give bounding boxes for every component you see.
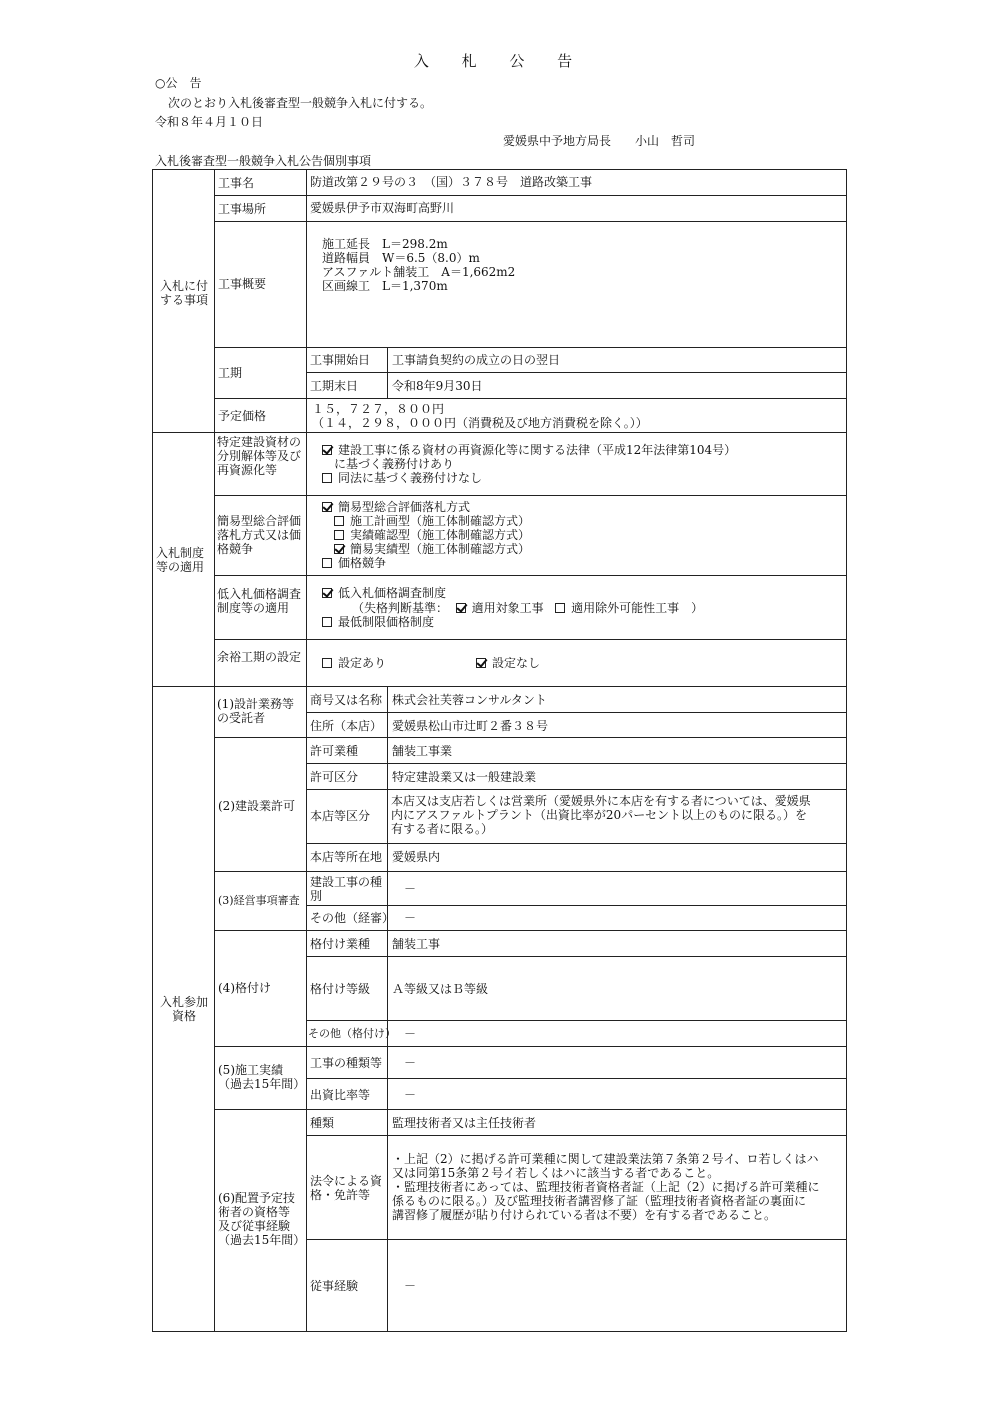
permit-label: (2)建設業許可 [218, 799, 295, 813]
price: １５，７２７，８００円 [312, 402, 445, 416]
low-criteria-prefix: （失格判断基準： [352, 601, 449, 615]
low-option-2[interactable] [322, 615, 434, 629]
spare-period-label: 余裕工期の設定 [217, 650, 302, 664]
end-label: 工期末日 [310, 379, 359, 393]
price-note: （１４，２９８，０００円（消費税及び地方消費税を除く。）） [312, 416, 648, 430]
low-option-2-text: 最低制限価格制度 [338, 615, 435, 629]
record-ratio: － [404, 1088, 417, 1102]
eng-type-label: 種類 [310, 1116, 335, 1130]
eng-law-label-line: 格・免許等 [310, 1188, 371, 1202]
price-label: 予定価格 [218, 409, 267, 423]
start-date: 工事請負契約の成立の日の翌日 [392, 353, 561, 367]
low-option-1[interactable] [322, 586, 446, 600]
office-loc-label: 本店等所在地 [310, 850, 383, 864]
mgmt-other: － [404, 911, 417, 925]
site: 愛媛県伊予市双海町高野川 [310, 201, 455, 215]
issuer: 愛媛県中予地方局長 小山 哲司 [503, 134, 696, 148]
rank-type: 舗装工事 [392, 937, 441, 951]
overview-item: 施工延長 L＝298.2m [322, 237, 448, 251]
eng-law-line: 又は同第15条第２号イ若しくはハに該当する者であること。 [392, 1166, 720, 1180]
notice-date: 令和８年４月１０日 [155, 115, 264, 129]
eng-law-text [392, 1152, 820, 1222]
work-name-label: 工事名 [218, 176, 255, 190]
low-option-1-text: 低入札価格調査制度 [338, 586, 447, 600]
eng-law-line: ・上記（2）に掲げる許可業種に関して建設業法第７条第２号イ、ロ若しくはハ [392, 1152, 819, 1166]
checkbox-unchecked[interactable] [555, 603, 565, 613]
permit-class: 特定建設業又は一般建設業 [392, 770, 537, 784]
design-addr: 愛媛県松山市辻町２番３８号 [392, 719, 549, 733]
eval-option-1-text: 簡易型総合評価落札方式 [338, 500, 471, 514]
permit-class-label: 許可区分 [310, 770, 359, 784]
mgmt-other-label: その他（経審） [310, 911, 395, 925]
notice-table [152, 169, 847, 1332]
eval-sub-3-text: 簡易実績型（施工体制確認方式） [350, 542, 531, 556]
rank-type-label: 格付け業種 [310, 937, 371, 951]
checkbox-unchecked[interactable] [334, 530, 344, 540]
eng-law-label-line: 法令による資 [310, 1174, 383, 1188]
design-addr-label: 住所（本店） [310, 719, 383, 733]
engineer-label [218, 1191, 305, 1247]
overview-item: 道路幅員 W＝6.5（8.0）m [322, 251, 480, 265]
record-label-line: （過去15年間） [218, 1077, 306, 1091]
recycle-option-1[interactable] [322, 443, 736, 457]
mgmt-kind-label-line: 建設工事の種 [310, 875, 383, 889]
rank-grade: Ａ等級又はＢ等級 [392, 982, 489, 996]
recycle-label: 特定建設資材の分別解体等及び再資源化等 [217, 435, 302, 477]
eval-sub-3[interactable] [334, 542, 530, 556]
work-name: 防道改第２９号の３ （国）３７８号 道路改築工事 [310, 175, 593, 189]
eval-label: 簡易型総合評価落札方式又は価格競争 [217, 514, 302, 556]
engineer-label-line: （過去15年間） [218, 1233, 306, 1247]
office-line: 有する者に限る。） [391, 822, 494, 836]
eng-exp: － [404, 1279, 417, 1293]
eng-law-label [310, 1174, 382, 1202]
page-title: 入 札 公 告 [413, 52, 587, 70]
checkbox-unchecked[interactable] [322, 558, 332, 568]
spare-option-2-text: 設定なし [492, 656, 541, 670]
mgmt-kind: － [404, 882, 417, 896]
spare-option-1-text: 設定あり [338, 656, 387, 670]
record-kind-label: 工事の種類等 [310, 1056, 383, 1070]
low-criteria [352, 601, 703, 615]
checkbox-unchecked[interactable] [322, 617, 332, 627]
record-ratio-label: 出資比率等 [310, 1088, 371, 1102]
notice-label: ○公 告 [155, 76, 202, 90]
record-kind: － [404, 1056, 417, 1070]
spare-option-1[interactable] [322, 656, 386, 670]
site-label: 工事場所 [218, 202, 267, 216]
period-label: 工期 [218, 366, 243, 380]
checkbox-checked[interactable] [322, 445, 332, 455]
low-criteria-2-text: 適用除外可能性工事 ） [571, 601, 704, 615]
section-qualification-label: 入札参加資格 [159, 995, 208, 1023]
office-line: 内にアスファルトプラント（出資比率が20パーセント以上のものに限る。）を [391, 808, 807, 822]
section-bid-items-label: 入札に付する事項 [160, 279, 209, 307]
checkbox-checked[interactable] [322, 588, 332, 598]
overview-item: アスファルト舗装工 A＝1,662m2 [322, 265, 516, 279]
checkbox-unchecked[interactable] [322, 473, 332, 483]
start-label: 工事開始日 [310, 353, 371, 367]
eval-sub-1-text: 施工計画型（施工体制確認方式） [350, 514, 531, 528]
section-bid-system-label: 入札制度等の適用 [156, 546, 205, 574]
office-label: 本店等区分 [310, 809, 371, 823]
recycle-option-1-cont: に基づく義務付けあり [334, 457, 455, 471]
eng-law-line: ・監理技術者にあっては、監理技術者資格者証（上記（2）に掲げる許可業種に [392, 1180, 820, 1194]
eng-law-line: 講習修了履歴が貼り付けられている者は不要）を有する者であること。 [392, 1208, 777, 1222]
eval-sub-1[interactable] [334, 514, 530, 528]
mgmt-label: (3)経営事項審査 [218, 894, 300, 907]
permit-type-label: 許可業種 [310, 744, 359, 758]
mgmt-kind-label [310, 875, 382, 903]
checkbox-checked[interactable] [456, 603, 466, 613]
checkbox-unchecked[interactable] [322, 658, 332, 668]
rank-grade-label: 格付け等級 [310, 982, 371, 996]
eval-sub-2-text: 実績確認型（施工体制確認方式） [350, 528, 531, 542]
rank-label: (4)格付け [218, 981, 271, 995]
engineer-label-line: 術者の資格等 [218, 1205, 291, 1219]
overview-item: 区画線工 L＝1,370m [322, 279, 448, 293]
design-name: 株式会社芙蓉コンサルタント [392, 693, 547, 707]
eval-sub-2[interactable] [334, 528, 530, 542]
rank-other-label: その他（格付け） [308, 1027, 396, 1040]
design-label: (1)設計業務等の受託者 [217, 697, 294, 725]
office-text [391, 794, 811, 836]
rank-other: － [404, 1027, 417, 1041]
engineer-label-line: 及び従事経験 [218, 1219, 291, 1233]
design-name-label: 商号又は名称 [310, 693, 383, 707]
eval-option-1[interactable] [322, 500, 470, 514]
recycle-option-2-text: 同法に基づく義務付けなし [338, 471, 483, 485]
intro-text: 次のとおり入札後審査型一般競争入札に付する。 [168, 96, 433, 110]
overview-label: 工事概要 [218, 277, 267, 291]
checkbox-checked[interactable] [334, 544, 344, 554]
recycle-option-1-text: 建設工事に係る資材の再資源化等に関する法律（平成12年法律第104号） [338, 443, 737, 457]
eng-exp-label: 従事経験 [310, 1279, 359, 1293]
end-date: 令和8年9月30日 [392, 379, 483, 393]
table-caption: 入札後審査型一般競争入札公告個別事項 [155, 154, 372, 168]
eng-law-line: 係るものに限る。）及び監理技術者講習修了証（監理技術者資格者証の裏面に [392, 1194, 807, 1208]
eval-option-2-text: 価格競争 [338, 556, 387, 570]
mgmt-kind-label-line: 別 [310, 889, 323, 903]
record-label [218, 1063, 305, 1091]
office-line: 本店又は支店若しくは営業所（愛媛県外に本店を有する者については、愛媛県 [391, 794, 811, 808]
checkbox-checked[interactable] [476, 658, 486, 668]
low-criteria-1-text: 適用対象工事 [471, 601, 544, 615]
eval-option-2[interactable] [322, 556, 386, 570]
record-label-line: (5)施工実績 [218, 1063, 283, 1077]
office-loc: 愛媛県内 [392, 850, 441, 864]
overview-list [322, 237, 515, 293]
checkbox-unchecked[interactable] [334, 516, 344, 526]
checkbox-checked[interactable] [322, 502, 332, 512]
eng-type: 監理技術者又は主任技術者 [392, 1116, 537, 1130]
spare-option-2[interactable] [476, 656, 540, 670]
recycle-option-2[interactable] [322, 471, 482, 485]
permit-type: 舗装工事業 [392, 744, 453, 758]
low-bid-label: 低入札価格調査制度等の適用 [217, 587, 302, 615]
engineer-label-line: (6)配置予定技 [218, 1191, 295, 1205]
